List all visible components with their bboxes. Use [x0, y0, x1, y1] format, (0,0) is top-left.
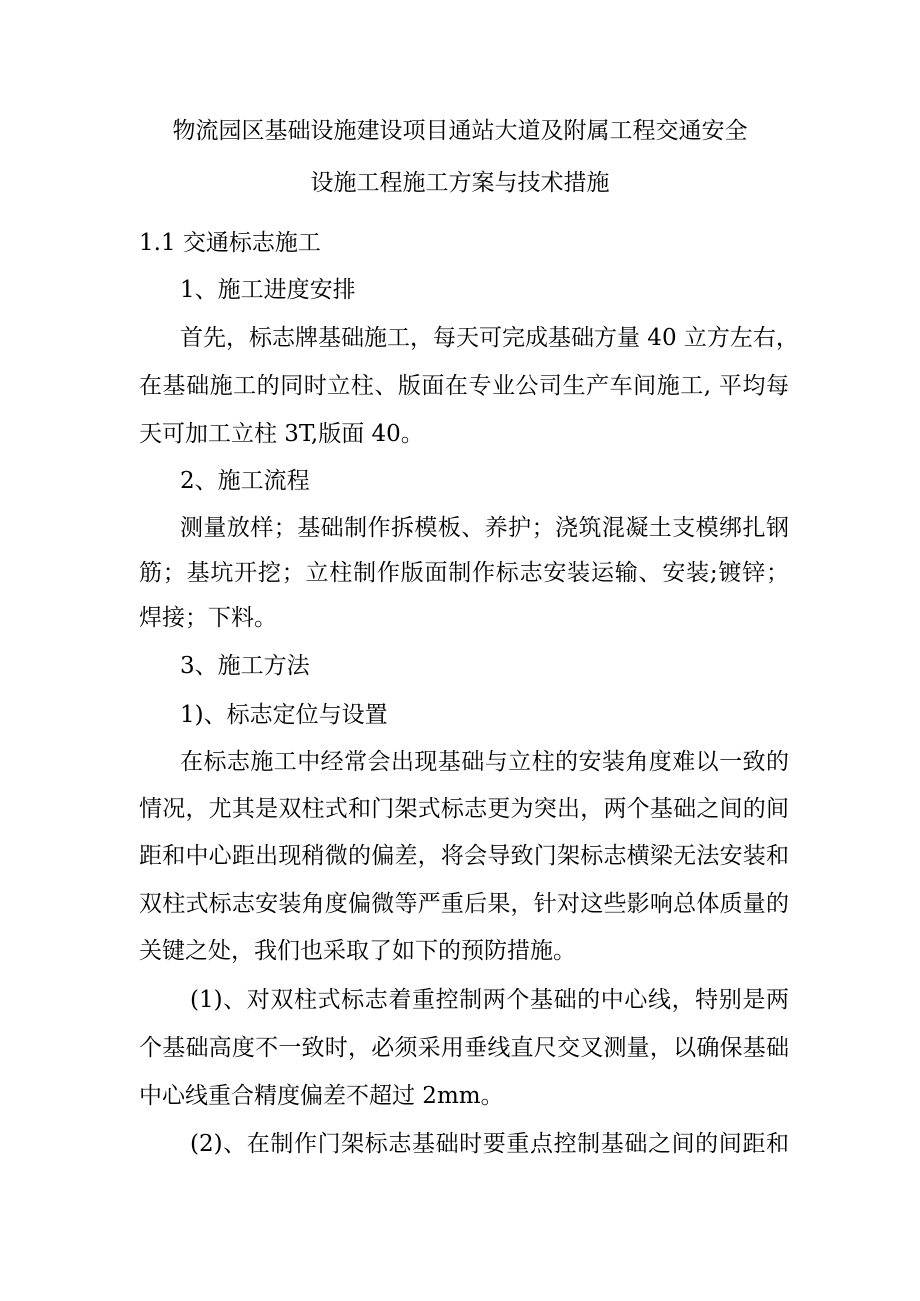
paragraph-4-line-2: 个基础高度不一致时，必须采用垂线直尺交叉测量，以确保基础	[139, 1035, 789, 1061]
paragraph-1-line-3: 天可加工立柱 3T,版面 40。	[139, 421, 424, 447]
sub-1-heading: 1)、标志定位与设置	[180, 702, 388, 728]
paragraph-3-line-5: 关键之处，我们也采取了如下的预防措施。	[139, 938, 576, 964]
section-heading: 1.1 交通标志施工	[139, 230, 321, 256]
paragraph-3-line-4: 双柱式标志安装角度偏微等严重后果，针对这些影响总体质量的	[139, 891, 789, 917]
paragraph-1-line-2: 在基础施工的同时立柱、版面在专业公司生产车间施工, 平均每	[139, 373, 789, 399]
paragraph-3-line-2: 情况，尤其是双柱式和门架式标志更为突出，两个基础之间的间	[139, 796, 789, 822]
item-1-heading: 1、施工进度安排	[180, 277, 356, 303]
document-title-line-2: 设施工程施工方案与技术措施	[310, 170, 610, 196]
paragraph-3-line-1: 在标志施工中经常会出现基础与立柱的安装角度难以一致的	[180, 749, 789, 775]
paragraph-2-line-1: 测量放样；基础制作拆模板、养护；浇筑混凝土支模绑扎钢	[180, 515, 789, 541]
paragraph-4-line-1: (1)、对双柱式标志着重控制两个基础的中心线，特别是两	[190, 987, 789, 1013]
paragraph-1-line-1: 首先，标志牌基础施工，每天可完成基础方量 40 立方左右，	[180, 325, 799, 351]
document-title-line-1: 物流园区基础设施建设项目通站大道及附属工程交通安全	[172, 118, 748, 144]
paragraph-5-line-1: (2)、在制作门架标志基础时要重点控制基础之间的间距和	[190, 1131, 789, 1157]
item-2-heading: 2、施工流程	[180, 468, 310, 494]
paragraph-3-line-3: 距和中心距出现稍微的偏差，将会导致门架标志横梁无法安装和	[139, 843, 789, 869]
item-3-heading: 3、施工方法	[180, 653, 310, 679]
paragraph-2-line-3: 焊接；下料。	[139, 605, 277, 631]
paragraph-4-line-3: 中心线重合精度偏差不超过 2mm。	[139, 1083, 504, 1109]
paragraph-2-line-2: 筋；基坑开挖；立柱制作版面制作标志安装运输、安装;镀锌；	[139, 560, 789, 586]
